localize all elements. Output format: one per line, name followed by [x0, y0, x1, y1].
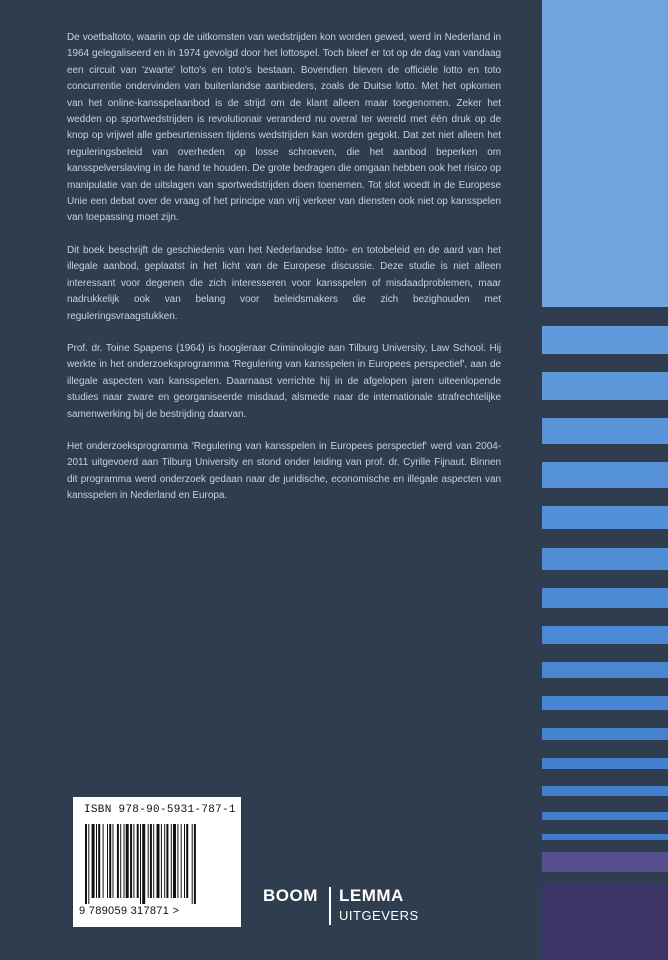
barcode-image — [83, 824, 233, 904]
barcode-bar — [113, 824, 114, 898]
stripe-band — [542, 372, 668, 400]
barcode-bar — [92, 824, 95, 898]
isbn-barcode-box — [73, 797, 241, 927]
stripe-band — [542, 786, 668, 796]
stripe-band — [542, 548, 668, 570]
stripe-band — [542, 588, 668, 608]
barcode-bar — [137, 824, 139, 898]
barcode-bar — [173, 824, 176, 898]
barcode-bar — [148, 824, 149, 898]
barcode-bar — [126, 824, 129, 898]
barcode-digits: 9 789059 317871 > — [79, 905, 180, 917]
barcode-bar — [166, 824, 168, 898]
barcode-bar — [96, 824, 97, 898]
stripe-band — [542, 758, 668, 769]
barcode-bar — [153, 824, 154, 898]
author-bio-paragraph: Prof. dr. Toine Spapens (1964) is hoogleraar Criminologie aan Tilburg University, Law School. Hij werkte in het onderzoeksprogramma 'Regulering van kansspelen in Europees perspectief', aan de illegale aspecten van kansspelen. Daarnaast verrichte hij in de afgelopen jaren uiteenlopende studies naar zware en georganiseerde misdaad, alsmede naar de internationale strafrechtelijke samenwerking bij de bestrijding daarvan. — [67, 342, 501, 420]
program-paragraph: Het onderzoeksprogramma 'Regulering van kansspelen in Europees perspectief' werd van 2004-2011 uitgevoerd aan Tilburg University en stond onder leiding van prof. dr. Cyrille Fijnaut. Binnen dit programma werd onderzoek gedaan naar de juridische, economische en illegale aspecten van kansspelen in Nederland en Europa. — [67, 440, 501, 502]
barcode-bar — [140, 824, 141, 904]
barcode-bar — [150, 824, 152, 898]
stripe-band — [542, 506, 668, 529]
stripe-band — [542, 812, 668, 820]
barcode-bar — [130, 824, 132, 898]
stripe-band — [542, 834, 668, 840]
stripe-band — [542, 462, 668, 488]
stripe-band — [542, 418, 668, 444]
barcode-bar — [109, 824, 111, 898]
stripe-band-purple — [542, 852, 668, 872]
stripe-band — [542, 626, 668, 644]
barcode-bar — [157, 824, 160, 898]
barcode-bar — [103, 824, 104, 898]
barcode-bar — [120, 824, 121, 898]
stripe-band — [542, 326, 668, 354]
stripe-band — [542, 728, 668, 740]
blurb-paragraph-1: De voetbaltoto, waarin op de uitkomsten van wedstrijden kon worden gewed, werd in Nederland in 1964 gelegaliseerd en in 1974 gevolgd door het lottospel. Toch bleef er tot op de dag van vandaag een circuit van 'zwarte' lotto's en toto's bestaan. Bovendien bleven de officiële lotto en toto concurrentie ondervinden van buitenlandse aanbieders, zoals de Duitse lotto. Met het opkomen van het online-kansspelaanbod is de strijd om de klant alleen maar toegenomen. Zeker het wedden op sportwedstrijden is revolutionair veranderd nu overal ter wereld met één druk op de knop op vrijwel alle gebeurtenissen tijdens wedstrijden kan worden gegokt. Dat zet niet alleen het reguleringsbeleid van overheden op losse schroeven, die het aanbod beperken om kansspelverslaving in de hand te houden. De grote bedragen die omgaan hebben ook het risico op manipulatie van de uitslagen van sportwedstrijden doen toenemen. Tot slot woedt in de Europese Unie een debat over de vraag of het principe van vrij verkeer van diensten ook niet op kansspelen van toepassing moet zijn. — [67, 32, 501, 224]
publisher-subtitle: UITGEVERS — [339, 908, 419, 923]
barcode-bar — [161, 824, 162, 898]
stripe-band-dark-purple — [542, 884, 668, 960]
barcode-bar — [184, 824, 185, 898]
stripe-band-top — [542, 0, 668, 307]
barcode-bar — [98, 824, 100, 898]
barcode-bar — [186, 824, 188, 898]
blurb-paragraph-2: Dit boek beschrijft de geschiedenis van het Nederlandse lotto- en totobeleid en de aard van het illegale aanbod, geplaatst in het licht van de Europese discussie. Deze studie is niet alleen interessant voor degenen die zich interesseren voor kansspelen of misdaadproblemen, maar nadrukkelijk ook van belang voor beleidsmakers die zich bezighouden met reguleringsvraagstukken. — [67, 244, 501, 322]
isbn-label: ISBN 978-90-5931-787-1 — [84, 804, 236, 816]
stripe-band — [542, 696, 668, 710]
barcode-bar — [171, 824, 172, 898]
barcode-bar — [124, 824, 125, 898]
barcode-bar — [107, 824, 108, 898]
stripe-band — [542, 662, 668, 678]
barcode-bar — [85, 824, 87, 904]
barcode-bar — [133, 824, 134, 898]
barcode-bar — [88, 824, 89, 904]
barcode-bar — [181, 824, 182, 898]
publisher-name-boom: BOOM — [263, 886, 318, 905]
blurb-text — [67, 30, 501, 521]
barcode-bar — [142, 824, 145, 904]
publisher-name-lemma: LEMMA — [339, 886, 404, 905]
barcode-bar — [164, 824, 165, 898]
barcode-bar — [117, 824, 119, 898]
barcode-bar — [177, 824, 178, 898]
barcode-bar — [192, 824, 193, 904]
publisher-divider — [329, 887, 331, 925]
barcode-bar — [194, 824, 196, 904]
decorative-stripes — [542, 0, 668, 960]
